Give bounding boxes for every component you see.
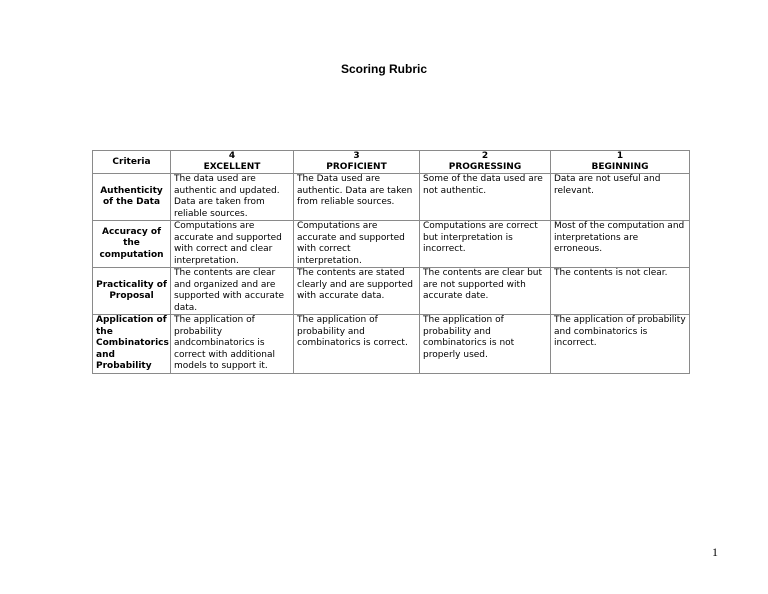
criteria-cell: Practicality of Proposal — [93, 268, 171, 315]
rubric-cell: The Data used are authentic. Data are taken from reliable sources. — [294, 174, 420, 221]
rubric-cell: Computations are correct but interpretation is incorrect. — [420, 221, 551, 268]
level-label: BEGINNING — [591, 162, 649, 172]
rubric-cell: The data used are authentic and updated. Data are taken from reliable sources. — [171, 174, 294, 221]
table-row — [93, 221, 690, 268]
level-header-progressing — [420, 151, 551, 174]
rubric-cell: The application of probability and combinatorics is correct. — [294, 315, 420, 374]
criteria-cell: Accuracy of the computation — [93, 221, 171, 268]
rubric-cell: The contents are clear but are not supported with accurate date. — [420, 268, 551, 315]
level-number: 2 — [481, 151, 489, 161]
criteria-header: Criteria — [93, 151, 171, 174]
level-header-excellent — [171, 151, 294, 174]
rubric-cell: The application of probability and combinatorics is incorrect. — [551, 315, 690, 374]
level-label: PROGRESSING — [448, 162, 522, 172]
level-header-proficient — [294, 151, 420, 174]
table-row — [93, 315, 690, 374]
rubric-cell: Data are not useful and relevant. — [551, 174, 690, 221]
header-row — [93, 151, 690, 174]
criteria-cell: Authenticity of the Data — [93, 174, 171, 221]
rubric-cell: The contents are clear and organized and are supported with accurate data. — [171, 268, 294, 315]
level-number: 4 — [228, 151, 236, 161]
rubric-cell: The application of probability andcombinatorics is correct with additional models to support it. — [171, 315, 294, 374]
rubric-cell: Computations are accurate and supported with correct interpretation. — [294, 221, 420, 268]
page-number: 1 — [712, 545, 718, 559]
rubric-cell: The application of probability and combinatorics is not properly used. — [420, 315, 551, 374]
table-row — [93, 174, 690, 221]
criteria-cell: Application of the Combinatorics and Probability — [93, 315, 171, 374]
level-header-beginning — [551, 151, 690, 174]
page-title: Scoring Rubric — [340, 62, 427, 76]
rubric-table — [92, 150, 690, 374]
level-label: PROFICIENT — [326, 162, 387, 172]
level-number: 1 — [616, 151, 624, 161]
level-label: EXCELLENT — [203, 162, 261, 172]
rubric-cell: Computations are accurate and supported with correct and clear interpretation. — [171, 221, 294, 268]
rubric-cell: The contents are stated clearly and are supported with accurate data. — [294, 268, 420, 315]
level-number: 3 — [353, 151, 360, 161]
rubric-cell: Most of the computation and interpretations are erroneous. — [551, 221, 690, 268]
rubric-cell: The contents is not clear. — [551, 268, 690, 315]
table-row — [93, 268, 690, 315]
rubric-cell: Some of the data used are not authentic. — [420, 174, 551, 221]
